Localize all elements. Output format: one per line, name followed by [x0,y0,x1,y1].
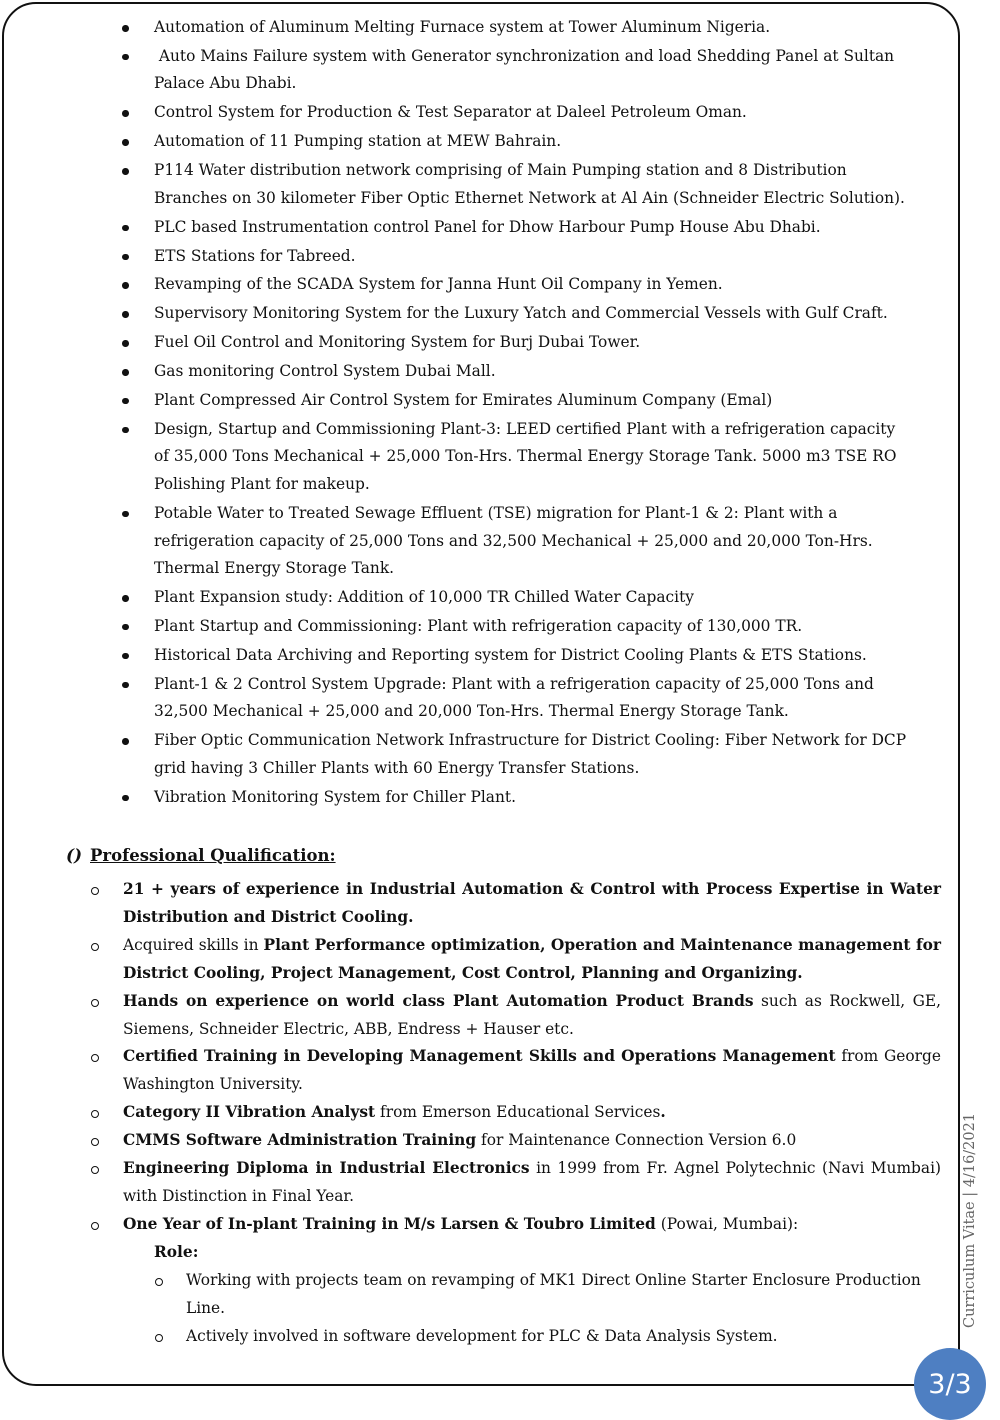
list-item: Plant Expansion study: Addition of 10,000 TR Chilled Water Capacity [0,584,914,612]
bullet-icon [122,282,129,289]
circle-bullet-icon [155,1278,163,1286]
list-item: Fuel Oil Control and Monitoring System for Burj Dubai Tower. [0,329,914,357]
bullet-icon [122,139,129,146]
bullet-icon [122,25,129,32]
bullet-icon [122,369,129,376]
list-item: Engineering Diploma in Industrial Electronics in 1999 from Fr. Agnel Polytechnic (Navi Mumbai) with Distinction in Final Year. [0,1155,941,1211]
bullet-icon [122,511,129,518]
bullet-icon [122,110,129,117]
list-item: Automation of Aluminum Melting Furnace system at Tower Aluminum Nigeria. [0,14,914,42]
list-item: Gas monitoring Control System Dubai Mall. [0,358,914,386]
list-item: Working with projects team on revamping of MK1 Direct Online Starter Enclosure Production Line. [123,1267,941,1323]
qualification-list [0,876,1000,1350]
list-item: Fiber Optic Communication Network Infrastructure for District Cooling: Fiber Network for DCP grid having 3 Chiller Plants with 60 Energy Transfer Stations. [0,727,914,782]
project-list [0,14,1000,813]
circle-bullet-icon [91,999,99,1007]
bullet-icon [122,682,129,689]
section-heading [66,846,336,866]
circle-bullet-icon [91,1138,99,1146]
list-item: Certified Training in Developing Management Skills and Operations Management from George Washington University. [0,1043,941,1099]
list-item: Automation of 11 Pumping station at MEW Bahrain. [0,128,914,156]
list-item: CMMS Software Administration Training for Maintenance Connection Version 6.0 [0,1127,941,1155]
list-item: Auto Mains Failure system with Generator synchronization and load Shedding Panel at Sultan Palace Abu Dhabi. [0,43,914,98]
list-item: One Year of In-plant Training in M/s Larsen & Toubro Limited (Powai, Mumbai): Role: Working with projects team on revamping of MK1 Direct Online Starter Enclosure Production Line. Actively involved in software development for PLC & Data Analysis System. [0,1211,941,1351]
list-item: Actively involved in software development for PLC & Data Analysis System. [123,1323,941,1351]
role-list [123,1267,941,1351]
page-number-badge: 3/3 [914,1348,986,1420]
circle-bullet-icon [155,1334,163,1342]
list-item: Potable Water to Treated Sewage Effluent (TSE) migration for Plant-1 & 2: Plant with a refrigeration capacity of 25,000 Tons and 32,500 Mechanical + 25,000 and 20,000 Ton-Hrs. Thermal Energy Storage Tank. [0,500,914,583]
list-item: P114 Water distribution network comprising of Main Pumping station and 8 Distribution Branches on 30 kilometer Fiber Optic Ethernet Network at Al Ain (Schneider Electric Solution). [0,157,914,212]
circle-bullet-icon [91,1110,99,1118]
list-item: ETS Stations for Tabreed. [0,243,914,271]
bullet-icon [122,168,129,175]
role-label: Role: [154,1242,199,1261]
circle-bullet-icon [91,887,99,895]
bullet-icon [122,595,129,602]
circle-bullet-icon [91,1054,99,1062]
bullet-icon [122,254,129,261]
section-title: Professional Qualification: [90,846,336,865]
bullet-icon [122,54,129,61]
section-marker-icon: () [66,846,83,866]
list-item: Revamping of the SCADA System for Janna Hunt Oil Company in Yemen. [0,271,914,299]
bullet-icon [122,738,129,745]
list-item: PLC based Instrumentation control Panel for Dhow Harbour Pump House Abu Dhabi. [0,214,914,242]
list-item: Supervisory Monitoring System for the Luxury Yatch and Commercial Vessels with Gulf Craft. [0,300,914,328]
list-item: Plant Compressed Air Control System for Emirates Aluminum Company (Emal) [0,387,914,415]
list-item: Hands on experience on world class Plant Automation Product Brands such as Rockwell, GE, Siemens, Schneider Electric, ABB, Endress + Hauser etc. [0,988,941,1044]
bullet-icon [122,398,129,405]
list-item: Plant Startup and Commissioning: Plant with refrigeration capacity of 130,000 TR. [0,613,914,641]
sidebar-caption: Curriculum Vitae | 4/16/2021 [962,1112,978,1328]
list-item: Historical Data Archiving and Reporting system for District Cooling Plants & ETS Stations. [0,642,914,670]
bullet-icon [122,225,129,232]
circle-bullet-icon [91,1222,99,1230]
bullet-icon [122,427,129,434]
list-item: Acquired skills in Plant Performance optimization, Operation and Maintenance management for District Cooling, Project Management, Cost Control, Planning and Organizing. [0,932,941,988]
circle-bullet-icon [91,943,99,951]
bullet-icon [122,311,129,318]
list-item: Control System for Production & Test Separator at Daleel Petroleum Oman. [0,99,914,127]
list-item: Design, Startup and Commissioning Plant-3: LEED certified Plant with a refrigeration capacity of 35,000 Tons Mechanical + 25,000 Ton-Hrs. Thermal Energy Storage Tank. 5000 m3 TSE RO Polishing Plant for makeup. [0,416,914,499]
bullet-icon [122,653,129,660]
bullet-icon [122,795,129,802]
list-item: Category II Vibration Analyst from Emerson Educational Services. [0,1099,941,1127]
list-item: Plant-1 & 2 Control System Upgrade: Plant with a refrigeration capacity of 25,000 Tons and 32,500 Mechanical + 25,000 and 20,000 Ton-Hrs. Thermal Energy Storage Tank. [0,671,914,726]
circle-bullet-icon [91,1166,99,1174]
list-item: 21 + years of experience in Industrial Automation & Control with Process Expertise in Water Distribution and District Cooling. [0,876,941,932]
list-item: Vibration Monitoring System for Chiller Plant. [0,784,914,812]
bullet-icon [122,624,129,631]
bullet-icon [122,340,129,347]
